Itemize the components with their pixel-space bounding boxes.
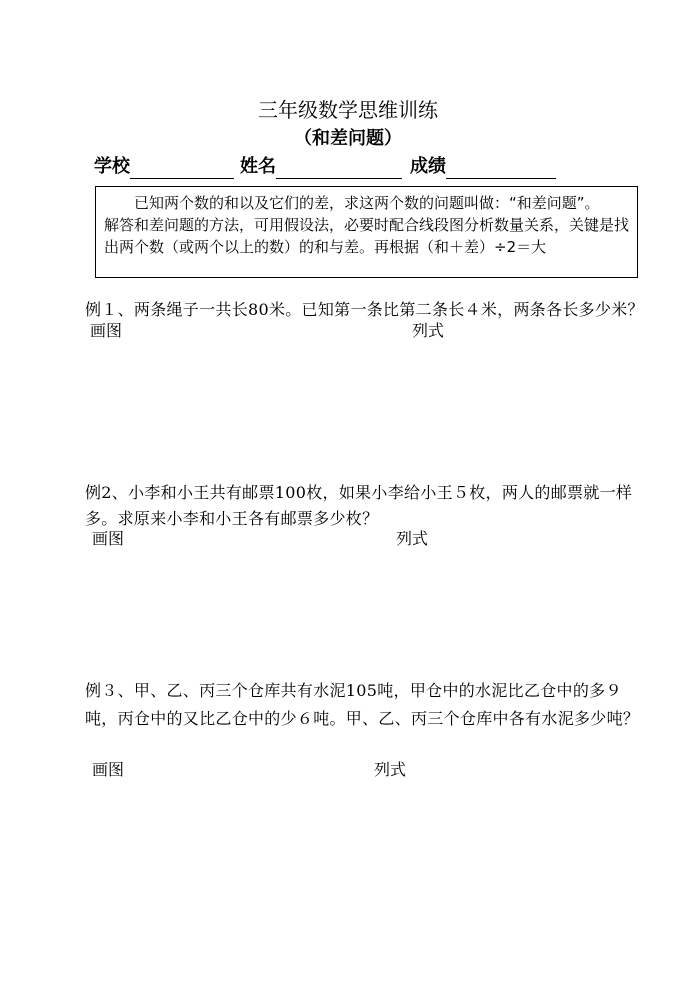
example-1-question: 例１、两条绳子一共长80米。已知第一条比第二条长４米，两条各长多少米？ bbox=[85, 300, 644, 319]
score-label: 成绩 bbox=[410, 156, 446, 177]
example-3-question: 例３、甲、乙、丙三个仓库共有水泥105吨，甲仓中的水泥比乙仓中的多９吨，丙仓中的又比乙仓中的少６吨。甲、乙、丙三个仓库中各有水泥多少吨？ bbox=[85, 681, 640, 728]
score-blank-line[interactable] bbox=[446, 158, 556, 179]
school-label: 学校 bbox=[94, 156, 130, 177]
note-definition: 已知两个数的和以及它们的差，求这两个数的问题叫做：“和差问题”。 bbox=[134, 194, 600, 212]
page-subtitle: （和差问题） bbox=[294, 128, 402, 149]
example-1-formula-label: 列式 bbox=[412, 321, 445, 340]
example-2-question: 例2、小李和小王共有邮票100枚，如果小李给小王５枚，两人的邮票就一样多。求原来小李和小王各有邮票多少枚？ bbox=[85, 483, 633, 528]
example-2-draw-label: 画图 bbox=[92, 529, 125, 548]
method-note-box bbox=[95, 186, 638, 278]
name-blank-line[interactable] bbox=[276, 158, 402, 179]
name-field bbox=[240, 155, 402, 179]
score-field bbox=[410, 155, 556, 179]
example-3-draw-label: 画图 bbox=[92, 760, 125, 779]
note-method: 解答和差问题的方法，可用假设法，必要时配合线段图分析数量关系，关键是找出两个数（或两个以上的数）的和与差。再根据（和＋差）÷2＝大 bbox=[104, 216, 630, 256]
example-1-draw-label: 画图 bbox=[90, 321, 123, 340]
example-3-formula-label: 列式 bbox=[374, 760, 407, 779]
page-title: 三年级数学思维训练 bbox=[258, 98, 438, 122]
school-field bbox=[94, 155, 234, 179]
school-blank-line[interactable] bbox=[130, 158, 234, 179]
example-2-formula-label: 列式 bbox=[396, 529, 429, 548]
name-label: 姓名 bbox=[240, 156, 276, 177]
